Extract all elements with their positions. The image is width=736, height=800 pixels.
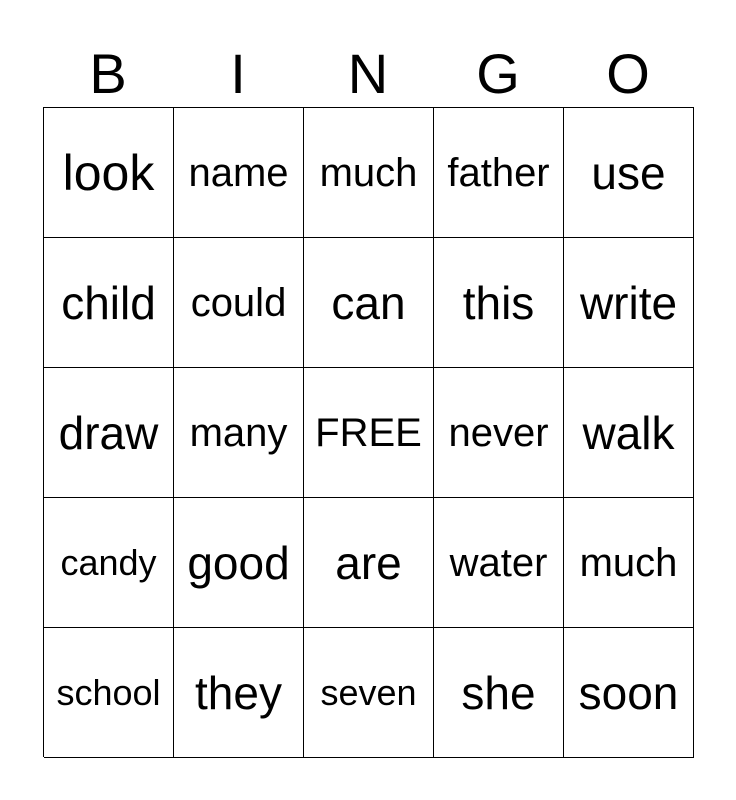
bingo-cell[interactable] xyxy=(174,628,304,758)
bingo-cell[interactable] xyxy=(304,628,434,758)
cell-word: candy xyxy=(60,541,157,583)
bingo-cell[interactable] xyxy=(44,108,174,238)
header-letter-b: B xyxy=(89,42,127,105)
header-letter-o: O xyxy=(606,42,650,105)
cell-word: name xyxy=(188,150,289,195)
bingo-cell[interactable] xyxy=(434,108,564,238)
cell-word: school xyxy=(56,671,161,713)
cell-word: draw xyxy=(58,406,159,459)
free-space-label: FREE xyxy=(315,410,422,455)
bingo-cell[interactable] xyxy=(434,368,564,498)
cell-word: water xyxy=(449,540,548,585)
bingo-cell[interactable] xyxy=(304,238,434,368)
bingo-cell[interactable] xyxy=(44,238,174,368)
bingo-cell[interactable] xyxy=(434,498,564,628)
bingo-grid xyxy=(43,107,694,757)
bingo-cell[interactable] xyxy=(434,628,564,758)
cell-word: use xyxy=(591,146,666,199)
cell-word: seven xyxy=(320,671,417,713)
bingo-free-cell[interactable] xyxy=(304,368,434,498)
cell-word: they xyxy=(195,666,282,719)
cell-word: never xyxy=(448,410,549,455)
bingo-cell[interactable] xyxy=(564,368,694,498)
cell-word: much xyxy=(319,150,418,195)
bingo-cell[interactable] xyxy=(304,108,434,238)
header-letter-i: I xyxy=(230,42,246,105)
cell-word: write xyxy=(579,276,678,329)
cell-word: father xyxy=(447,150,550,195)
cell-word: child xyxy=(61,276,156,329)
bingo-cell[interactable] xyxy=(564,238,694,368)
bingo-cell[interactable] xyxy=(564,108,694,238)
bingo-cell[interactable] xyxy=(174,498,304,628)
cell-word: much xyxy=(579,540,678,585)
cell-word: she xyxy=(461,666,536,719)
cell-word: many xyxy=(189,410,288,455)
bingo-cell[interactable] xyxy=(564,498,694,628)
cell-word: soon xyxy=(578,666,679,719)
bingo-header xyxy=(43,42,693,106)
bingo-cell[interactable] xyxy=(44,628,174,758)
header-letter-g: G xyxy=(476,42,520,105)
bingo-cell[interactable] xyxy=(174,108,304,238)
cell-word: can xyxy=(331,276,406,329)
bingo-cell[interactable] xyxy=(564,628,694,758)
bingo-cell[interactable] xyxy=(174,368,304,498)
cell-word: are xyxy=(335,536,402,589)
bingo-cell[interactable] xyxy=(44,368,174,498)
cell-word: could xyxy=(190,280,287,325)
bingo-cell[interactable] xyxy=(44,498,174,628)
bingo-cell[interactable] xyxy=(174,238,304,368)
bingo-cell[interactable] xyxy=(434,238,564,368)
header-letter-n: N xyxy=(347,42,389,105)
cell-word: this xyxy=(462,276,535,329)
cell-word: look xyxy=(62,144,155,201)
cell-word: good xyxy=(187,536,290,589)
cell-word: walk xyxy=(582,406,675,459)
bingo-cell[interactable] xyxy=(304,498,434,628)
